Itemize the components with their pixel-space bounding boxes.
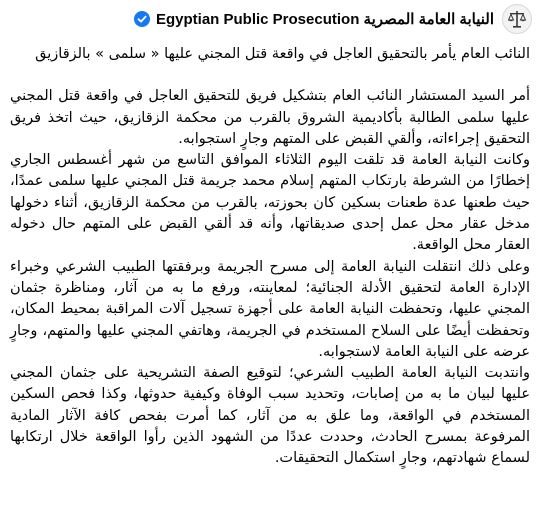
post-paragraph: وانتدبت النيابة العامة الطبيب الشرعي؛ لتوقيع الصفة التشريحية على جثمان المجني عليها لبيان ما به من إصابات، وتحديد سبب الوفاة وكيفية حدوثها، وكذا فحص السكين المستخدم في الواقعة، وما علق به من آثار، كما أمرت بفحص كافة الآثار المادية المرفوعة بمسرح الحادث، وحددت عددًا من الشهود الذين رأوا الواقعة خلال ارتكابها لسماع شهادتهم، وجارٍ استكمال التحقيقات. [10, 365, 530, 467]
page-name-link[interactable]: Egyptian Public Prosecution النيابة العامة المصرية [156, 11, 494, 28]
post-paragraph: وعلى ذلك انتقلت النيابة العامة إلى مسرح الجريمة وبرفقتها الطبيب الشرعي وخبراء الإدارة العامة لتحقيق الأدلة الجنائية؛ لمعاينته، ورفع ما به من آثار، ومناظرة جثمان المجني عليها، وتحفظت النيابة العامة على أجهزة تسجيل آلات المراقبة بمحيط المكان، وتحفظت أيضًا على السلاح المستخدم في الجريمة، وهاتفي المجني عليها والمتهم، وجارٍ عرضه على النيابة العامة لاستجوابه. [10, 258, 530, 360]
page-avatar[interactable] [502, 4, 532, 34]
post-paragraph: وكانت النيابة العامة قد تلقت اليوم الثلاثاء الموافق التاسع من شهر أغسطس الجاري إخطارًا من الشرطة بارتكاب المتهم إسلام محمد جريمة قتل المجني عليها سلمى عمدًا، حيث طعنها عدة طعنات بسكين كان بحوزته، بالقرب من محكمة الزقازيق، أثناء دخولها مدخل عقار محل عمل إحدى صديقاتها، وأنه قد ألقي القبض على المتهم حال دخوله العقار محل الواقعة. [10, 152, 530, 254]
scales-of-justice-icon [506, 8, 528, 30]
post-title: النائب العام يأمر بالتحقيق العاجل في واقعة قتل المجني عليها « سلمى » بالزقازيق [35, 46, 530, 62]
post-text [10, 44, 530, 470]
post-paragraph: أمر السيد المستشار النائب العام بتشكيل فريق للتحقيق العاجل في واقعة قتل المجني عليها سلمى الطالبة بأكاديمية الشروق بالقرب من محكمة الزقازيق، حيث اتخذ فريق التحقيق إجراءاته، وألقي القبض على المتهم وجارٍ استجوابه. [10, 88, 530, 147]
verified-badge-icon [134, 11, 150, 27]
post-header [0, 0, 542, 38]
